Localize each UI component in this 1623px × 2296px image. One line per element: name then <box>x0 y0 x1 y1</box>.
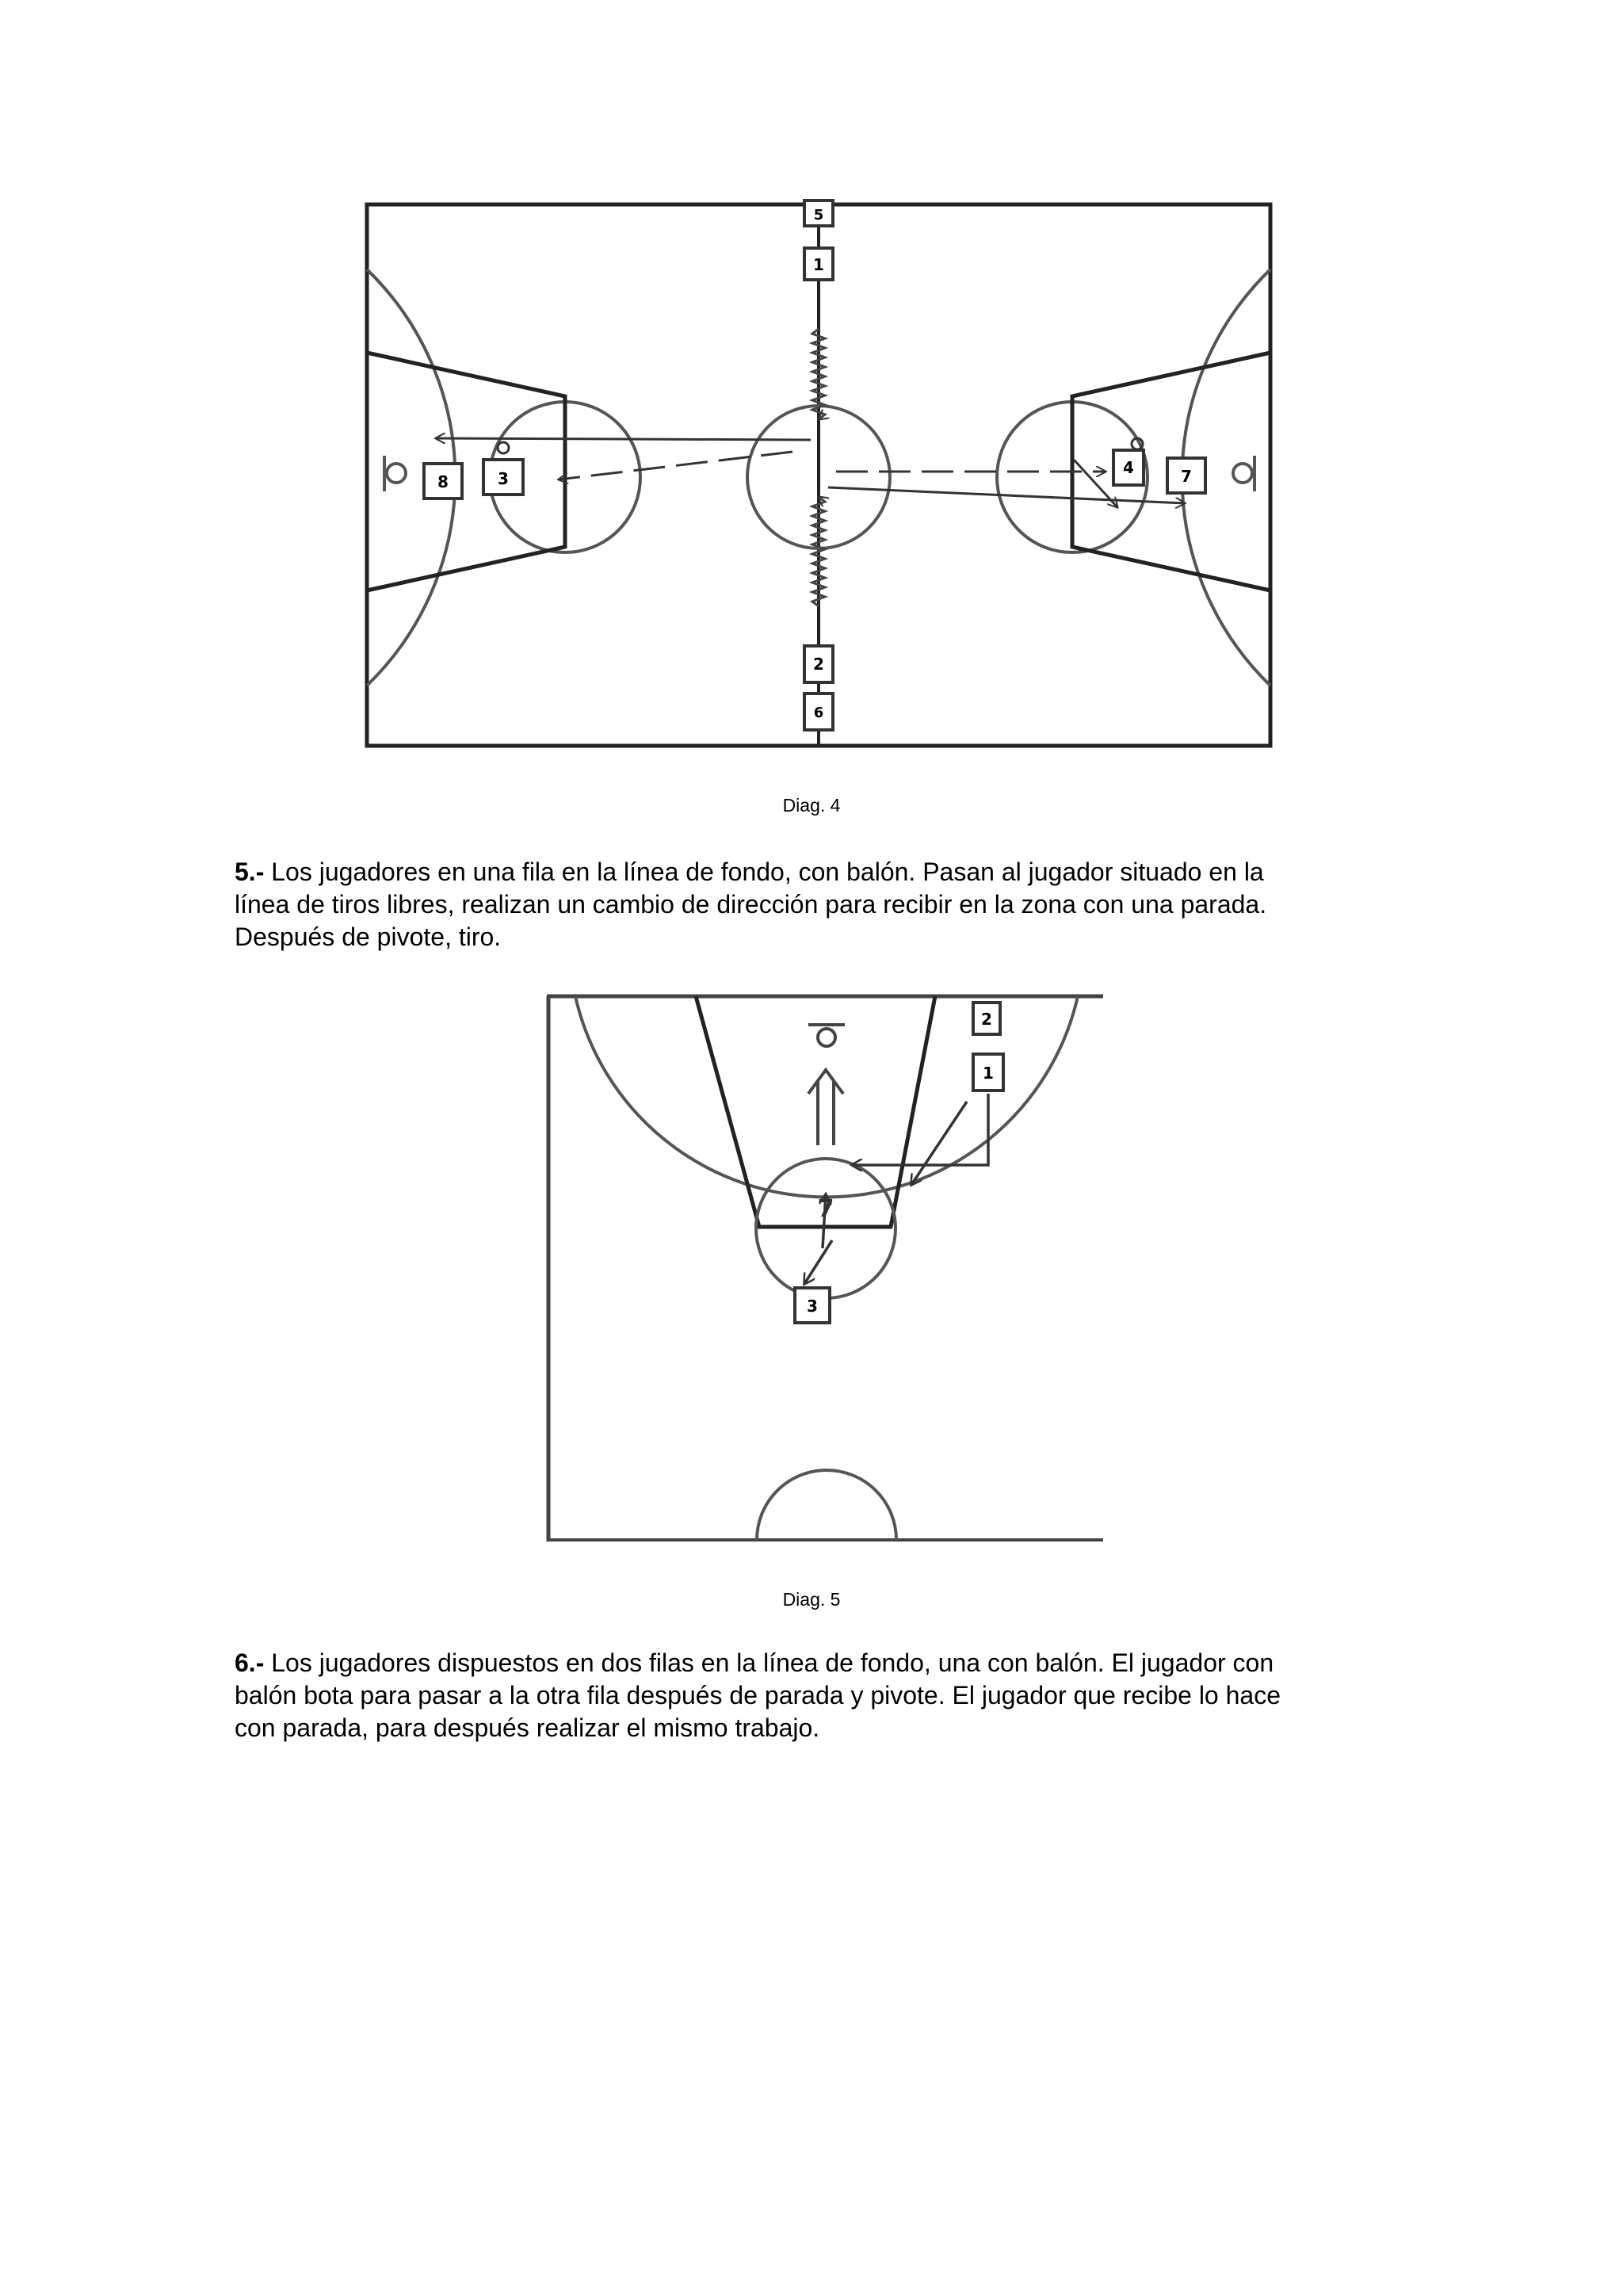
pivot-arrow <box>804 1240 832 1284</box>
svg-text:2: 2 <box>813 655 824 674</box>
player-3 <box>483 442 523 495</box>
pass-arrow-left-dashed <box>559 452 792 479</box>
player-5 <box>804 201 833 226</box>
section-5-number: 5.- <box>235 858 265 886</box>
player-2 <box>973 1003 1000 1034</box>
basket-icon <box>808 1025 845 1046</box>
pass-arrow-left-long <box>436 438 811 440</box>
lane-left <box>367 353 565 590</box>
section-6-number: 6.- <box>235 1648 265 1677</box>
basket-left-icon <box>387 464 406 483</box>
section-5-paragraph <box>235 856 1423 953</box>
section-6-line-3: con parada, para después realizar el mismo trabajo. <box>235 1713 820 1742</box>
diagram-5-caption: Diag. 5 <box>782 1589 841 1610</box>
svg-text:3: 3 <box>498 469 509 488</box>
basket-right-icon <box>1233 464 1252 483</box>
diagram-5-half-court <box>539 987 1109 1549</box>
player-1 <box>973 1054 1003 1091</box>
double-up-arrow-icon <box>808 1070 843 1145</box>
section-5-line-3: Después de pivote, tiro. <box>235 923 502 951</box>
player-7 <box>1167 458 1205 493</box>
diagram-4-full-court <box>361 194 1280 749</box>
svg-text:6: 6 <box>813 705 824 721</box>
diagram-4-caption: Diag. 4 <box>782 795 841 816</box>
svg-text:8: 8 <box>437 472 449 491</box>
movement-marker: 7 <box>817 1195 834 1223</box>
svg-text:3: 3 <box>807 1297 818 1316</box>
section-6-line-1: 6.- Los jugadores dispuestos en dos filas en la línea de fondo, una con balón. El jugador con <box>235 1648 1274 1677</box>
section-5-line-2: línea de tiros libres, realizan un cambio de dirección para recibir en la zona con una parada. <box>235 890 1267 919</box>
svg-text:4: 4 <box>1123 458 1134 477</box>
svg-text:2: 2 <box>981 1010 992 1029</box>
player-6 <box>804 693 833 730</box>
svg-text:1: 1 <box>813 255 824 274</box>
player-8 <box>424 464 462 499</box>
center-circle-half <box>757 1470 896 1540</box>
svg-text:7: 7 <box>1181 467 1192 486</box>
pass-arrow-right-long <box>828 487 1185 503</box>
player-2 <box>804 646 833 682</box>
svg-text:5: 5 <box>813 207 824 223</box>
lane <box>696 996 935 1227</box>
three-point-arc <box>575 996 1078 1197</box>
player-1 <box>804 248 833 280</box>
section-6-paragraph <box>235 1647 1423 1744</box>
player-3 <box>795 1288 830 1323</box>
dribble-path-bottom <box>812 497 825 606</box>
section-6-line-2: balón bota para pasar a la otra fila después de parada y pivote. El jugador que recibe lo hace <box>235 1681 1281 1710</box>
svg-text:1: 1 <box>983 1064 994 1083</box>
section-5-line-1: 5.- Los jugadores en una fila en la línea de fondo, con balón. Pasan al jugador situado en la <box>235 858 1264 886</box>
